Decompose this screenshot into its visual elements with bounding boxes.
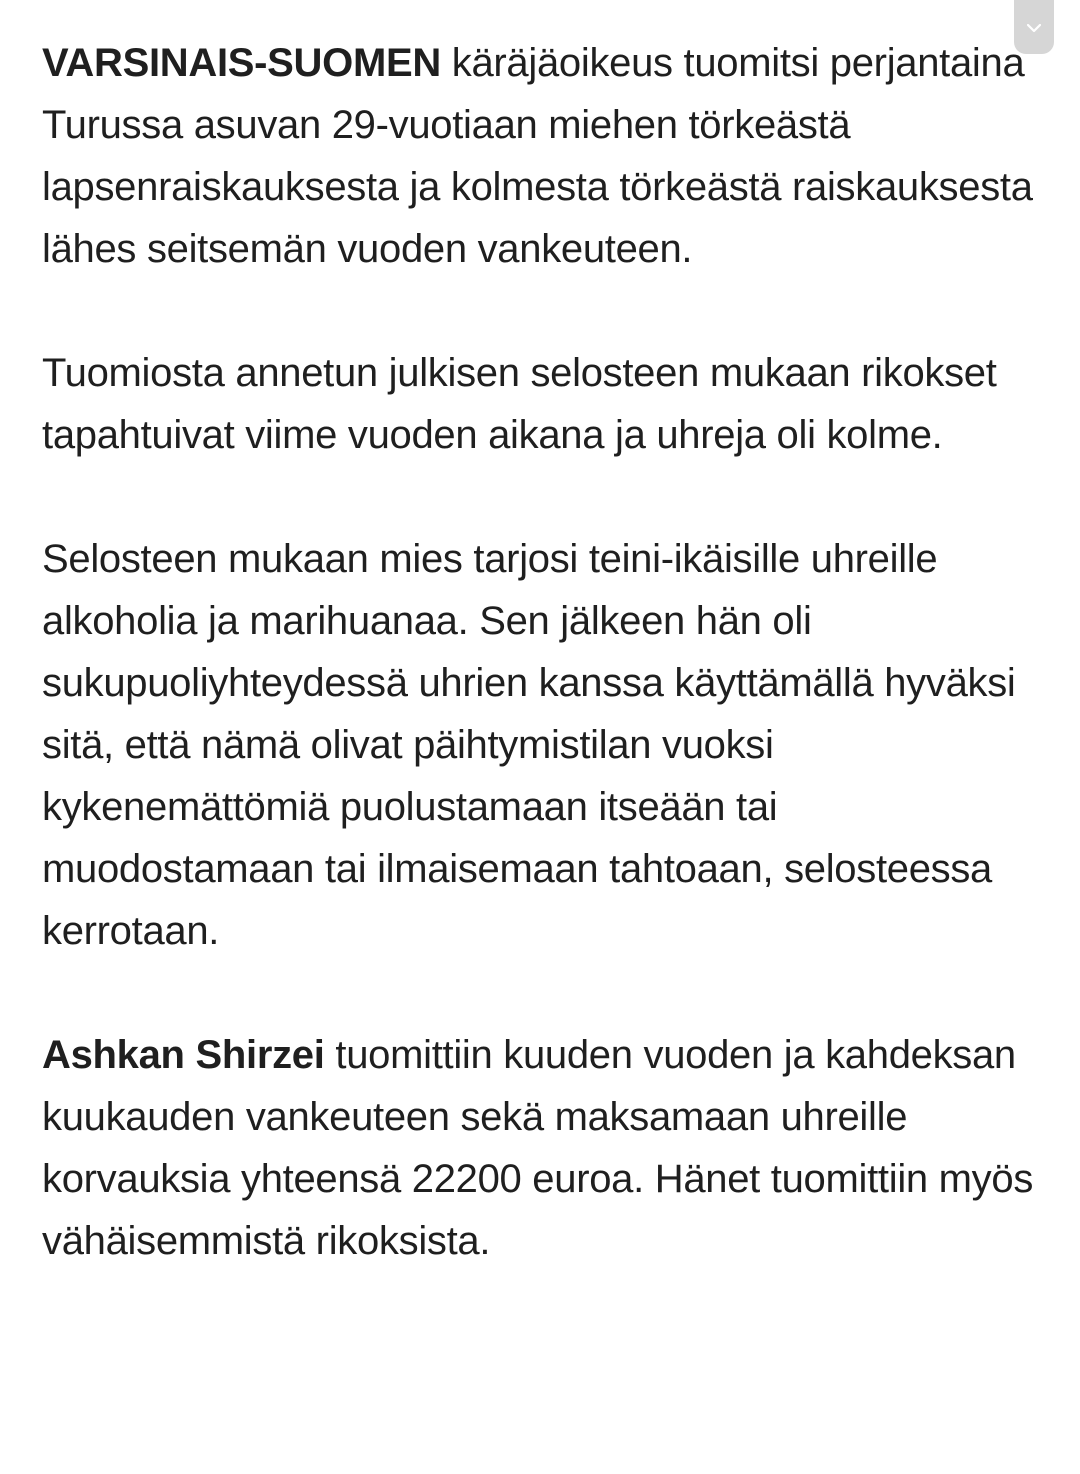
paragraph-text: käräjäoikeus tuomitsi perjantaina Turussa asuvan 29-vuotiaan miehen törkeästä lapsenraiskauksesta ja kolmesta törkeästä raiskauksesta lähes seitsemän vuoden vankeuteen. — [42, 41, 1033, 271]
paragraph-text: Selosteen mukaan mies tarjosi teini-ikäisille uhreille alkoholia ja marihuanaa. Sen jälkeen hän oli sukupuoliyhteydessä uhrien kanssa käyttämällä hyväksi sitä, että nämä olivat päihtymistilan vuoksi kykenemättömiä puolustamaan itseään tai muodostamaan tai ilmaisemaan tahtoaan, selosteessa kerrotaan. — [42, 537, 1016, 953]
paragraph — [42, 32, 1042, 280]
paragraph-text: tuomittiin kuuden vuoden ja kahdeksan kuukauden vankeuteen sekä maksamaan uhreille korvauksia yhteensä 22200 euroa. Hänet tuomittiin myös vähäisemmistä rikoksista. — [42, 1033, 1034, 1263]
paragraph-lead: VARSINAIS-SUOMEN — [42, 41, 441, 85]
paragraph-text: Tuomiosta annetun julkisen selosteen mukaan rikokset tapahtuivat viime vuoden aikana ja uhreja oli kolme. — [42, 351, 997, 457]
paragraph — [42, 342, 1042, 466]
paragraph-lead: Ashkan Shirzei — [42, 1033, 325, 1077]
paragraph — [42, 1024, 1042, 1272]
article-body — [42, 32, 1042, 1272]
paragraph — [42, 528, 1042, 962]
